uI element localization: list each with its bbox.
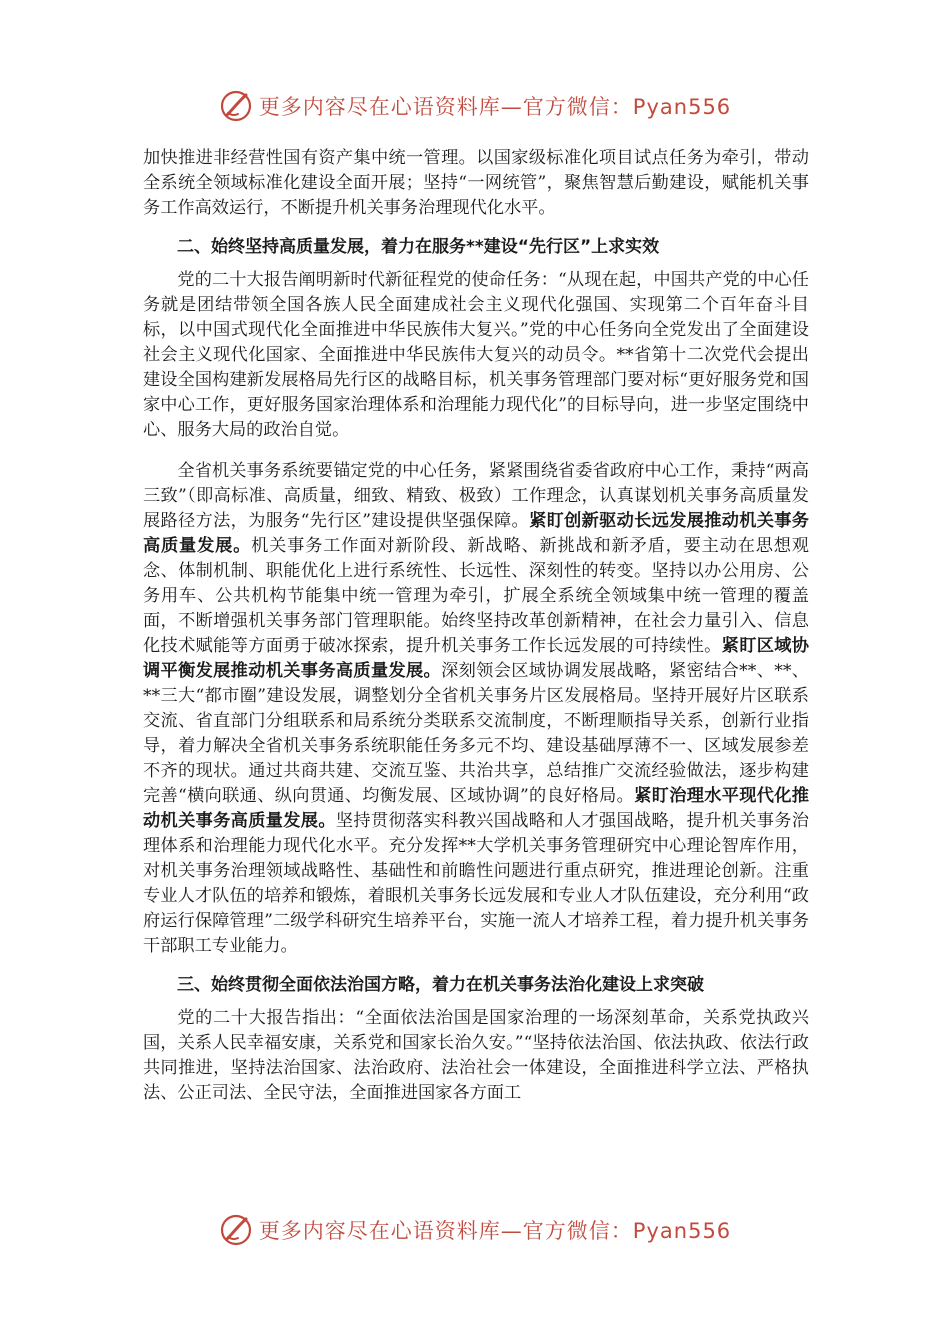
document-body xyxy=(143,146,809,1106)
header-watermark xyxy=(0,86,950,126)
paragraph-2b-bold-1: 紧盯创新驱动长远发展推动机关事务高质量发展。 xyxy=(143,511,809,556)
paragraph-2b xyxy=(143,459,809,959)
paragraph-2b-bold-2: 紧盯区域协调平衡发展推动机关事务高质量发展。 xyxy=(143,636,809,681)
paragraph-3a: 党的二十大报告指出：“全面依法治国是国家治理的一场深刻革命，关系党执政兴国，关系人民幸福安康，关系党和国家长治久安。”“坚持依法治国、依法执政、依法行政共同推进，坚持法治国家、法治政府、法治社会一体建设，全面推进科学立法、严格执法、公正司法、全民守法，全面推进国家各方面工 xyxy=(143,1008,809,1103)
footer-watermark xyxy=(0,1210,950,1250)
watermark-text: 更多内容尽在心语资料库—官方微信：Pyan556 xyxy=(258,1219,732,1243)
paragraph-2b-bold-3: 紧盯治理水平现代化推动机关事务高质量发展。 xyxy=(143,786,809,831)
paragraph-intro: 加快推进非经营性国有资产集中统一管理。以国家级标准化项目试点任务为牵引，带动全系统全领域标准化建设全面开展；坚持“一网统管”，聚焦智慧后勤建设，赋能机关事务工作高效运行，不断提升机关事务治理现代化水平。 xyxy=(143,148,809,218)
brush-logo-icon xyxy=(219,1213,253,1247)
section-heading-3: 三、始终贯彻全面依法治国方略，着力在机关事务法治化建设上求突破 xyxy=(177,975,704,995)
brush-logo-icon xyxy=(219,89,253,123)
paragraph-2b-text-2: 机关事务工作面对新阶段、新战略、新挑战和新矛盾，要主动在思想观念、体制机制、职能优化上进行系统性、长远性、深刻性的转变。坚持以办公用房、公务用车、公共机构节能集中统一管理为牵引，扩展全系统全领域集中统一管理的覆盖面，不断增强机关事务部门管理职能。始终坚持改革创新精神，在社会力量引入、信息化技术赋能等方面勇于破冰探索，提升机关事务工作长远发展的可持续性。 xyxy=(143,536,809,656)
paragraph-2b-text-3: 深刻领会区域协调发展战略，紧密结合**、**、**三大“都市圈”建设发展，调整划分全省机关事务片区发展格局。坚持开展好片区联系交流、省直部门分组联系和局系统分类联系交流制度，不断理顺指导关系，创新行业指导，着力解决全省机关事务系统职能任务多元不均、建设基础厚薄不一、区域发展参差不齐的现状。通过共商共建、交流互鉴、共治共享，总结推广交流经验做法，逐步构建完善“横向联通、纵向贯通、均衡发展、区域协调”的良好格局。 xyxy=(143,661,809,806)
section-heading-2: 二、始终坚持高质量发展，着力在服务**建设“先行区”上求实效 xyxy=(177,237,660,257)
watermark-text: 更多内容尽在心语资料库—官方微信：Pyan556 xyxy=(258,95,732,119)
paragraph-2b-text-1: 全省机关事务系统要锚定党的中心任务，紧紧围绕省委省政府中心工作，秉持“两高三致”（即高标准、高质量，细致、精致、极致）工作理念，认真谋划机关事务高质量发展路径方法，为服务“先行区”建设提供坚强保障。 xyxy=(143,461,809,531)
paragraph-2a: 党的二十大报告阐明新时代新征程党的使命任务：“从现在起，中国共产党的中心任务就是团结带领全国各族人民全面建成社会主义现代化强国、实现第二个百年奋斗目标，以中国式现代化全面推进中华民族伟大复兴。”党的中心任务向全党发出了全面建设社会主义现代化国家、全面推进中华民族伟大复兴的动员令。**省第十二次党代会提出建设全国构建新发展格局先行区的战略目标，机关事务管理部门要对标“更好服务党和国家中心工作，更好服务国家治理体系和治理能力现代化”的目标导向，进一步坚定围绕中心、服务大局的政治自觉。 xyxy=(143,270,809,440)
paragraph-2b-text-4: 坚持贯彻落实科教兴国战略和人才强国战略，提升机关事务治理体系和治理能力现代化水平。充分发挥**大学机关事务管理研究中心理论智库作用，对机关事务治理领域战略性、基础性和前瞻性问题进行重点研究，推进理论创新。注重专业人才队伍的培养和锻炼，着眼机关事务长远发展和专业人才队伍建设，充分利用“政府运行保障管理”二级学科研究生培养平台，实施一流人才培养工程，着力提升机关事务干部职工专业能力。 xyxy=(143,811,809,956)
